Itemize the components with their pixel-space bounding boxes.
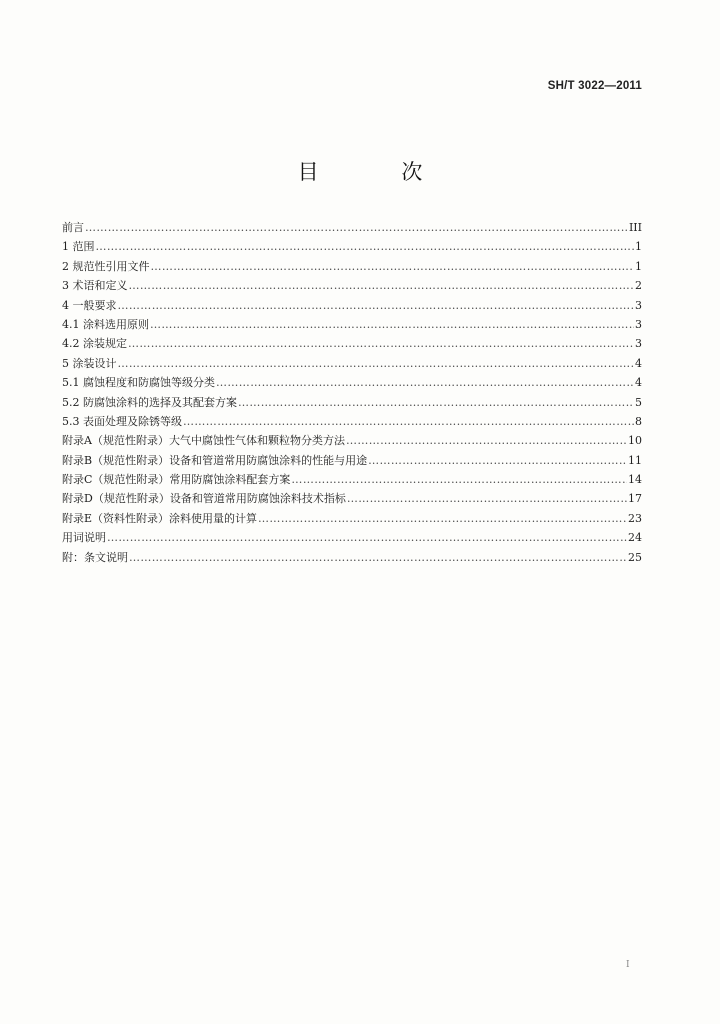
toc-entry-page: 3 xyxy=(635,337,642,351)
toc-entry-label: 4 一般要求 xyxy=(62,298,117,312)
toc-leader-dots xyxy=(129,276,635,295)
toc-entry-label: 附录C（规范性附录）常用防腐蚀涂料配套方案 xyxy=(62,473,291,487)
toc-entry-page: 23 xyxy=(628,511,642,525)
toc-entry[interactable] xyxy=(62,296,642,315)
toc-entry-page: 10 xyxy=(628,434,642,448)
toc-entry-page: 4 xyxy=(635,356,642,370)
toc-entry-label: 5 涂装设计 xyxy=(62,356,117,370)
toc-entry[interactable] xyxy=(62,412,642,431)
toc-leader-dots xyxy=(151,257,635,276)
toc-leader-dots xyxy=(258,509,627,528)
toc-entry-label: 4.1 涂料选用原则 xyxy=(62,317,149,331)
toc-entry-page: 5 xyxy=(635,395,642,409)
toc-entry[interactable] xyxy=(62,548,642,567)
toc-entry[interactable] xyxy=(62,451,642,470)
toc-entry[interactable] xyxy=(62,237,642,256)
toc-entry[interactable] xyxy=(62,470,642,489)
toc-entry-page: 3 xyxy=(635,317,642,331)
table-of-contents xyxy=(62,218,642,567)
toc-entry-label: 5.1 腐蚀程度和防腐蚀等级分类 xyxy=(62,376,215,390)
toc-entry[interactable] xyxy=(62,334,642,353)
toc-entry-page: 1 xyxy=(635,240,642,254)
toc-leader-dots xyxy=(183,412,634,431)
toc-entry-page: 4 xyxy=(635,376,642,390)
toc-entry-page: 14 xyxy=(628,473,642,487)
toc-leader-dots xyxy=(118,296,635,315)
toc-leader-dots xyxy=(346,431,627,450)
toc-entry-page: 25 xyxy=(628,550,642,564)
toc-entry-label: 5.2 防腐蚀涂料的选择及其配套方案 xyxy=(62,395,237,409)
toc-entry-label: 1 范围 xyxy=(62,240,95,254)
toc-entry-page: 17 xyxy=(628,492,642,506)
toc-leader-dots xyxy=(128,334,634,353)
toc-leader-dots xyxy=(216,373,634,392)
toc-entry[interactable] xyxy=(62,528,642,547)
toc-entry-label: 3 术语和定义 xyxy=(62,279,128,293)
toc-entry[interactable] xyxy=(62,373,642,392)
toc-entry[interactable] xyxy=(62,431,642,450)
toc-entry-page: 24 xyxy=(628,531,642,545)
toc-entry-page: 11 xyxy=(628,453,642,467)
toc-entry-label: 附：条文说明 xyxy=(62,550,128,564)
toc-entry-label: 2 规范性引用文件 xyxy=(62,259,150,273)
toc-leader-dots xyxy=(129,548,627,567)
toc-entry[interactable] xyxy=(62,257,642,276)
toc-entry-page: 2 xyxy=(635,279,642,293)
toc-entry[interactable] xyxy=(62,276,642,295)
toc-entry-label: 前言 xyxy=(62,221,84,234)
toc-entry-page: 1 xyxy=(635,259,642,273)
toc-leader-dots xyxy=(118,354,635,373)
toc-leader-dots xyxy=(291,470,627,489)
toc-entry[interactable] xyxy=(62,218,642,237)
toc-entry-label: 附录D（规范性附录）设备和管道常用防腐蚀涂料技术指标 xyxy=(62,492,346,506)
toc-entry-label: 附录B（规范性附录）设备和管道常用防腐蚀涂料的性能与用途 xyxy=(62,453,368,467)
toc-leader-dots xyxy=(85,218,628,237)
toc-leader-dots xyxy=(107,528,627,547)
toc-leader-dots xyxy=(150,315,634,334)
toc-entry-page: 8 xyxy=(635,414,642,428)
page-number: I xyxy=(626,960,630,970)
toc-leader-dots xyxy=(96,237,635,256)
toc-entry-label: 用词说明 xyxy=(62,531,106,545)
toc-entry[interactable] xyxy=(62,315,642,334)
toc-entry[interactable] xyxy=(62,393,642,412)
toc-entry[interactable] xyxy=(62,489,642,508)
page-title: 目 次 xyxy=(297,160,461,184)
toc-leader-dots xyxy=(238,393,634,412)
toc-entry-label: 4.2 涂装规定 xyxy=(62,337,127,351)
standard-code: SH/T 3022—2011 xyxy=(547,80,642,92)
toc-entry-page: 3 xyxy=(635,298,642,312)
toc-entry-label: 附录E（资料性附录）涂料使用量的计算 xyxy=(62,511,258,525)
toc-entry-label: 附录A（规范性附录）大气中腐蚀性气体和颗粒物分类方法 xyxy=(62,434,345,448)
toc-entry[interactable] xyxy=(62,354,642,373)
toc-leader-dots xyxy=(347,489,627,508)
toc-entry-page: III xyxy=(628,221,642,234)
toc-leader-dots xyxy=(368,451,627,470)
toc-entry[interactable] xyxy=(62,509,642,528)
toc-entry-label: 5.3 表面处理及除锈等级 xyxy=(62,414,182,428)
